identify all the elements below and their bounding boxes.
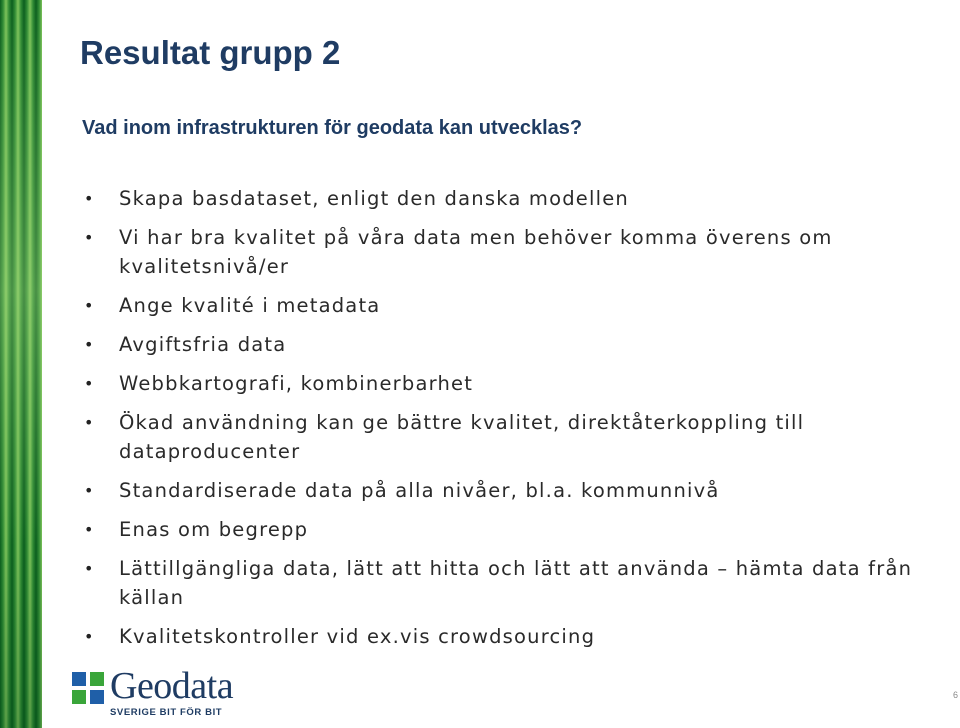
bullet-list bbox=[82, 184, 942, 661]
bullet-icon: • bbox=[84, 559, 95, 578]
slide-subtitle: Vad inom infrastrukturen för geodata kan utvecklas? bbox=[82, 117, 583, 139]
bullet-item bbox=[82, 554, 942, 612]
logo-wordmark: Geodata bbox=[110, 665, 234, 707]
logo-tagline: SVERIGE BIT FÖR BIT bbox=[110, 707, 223, 718]
bullet-item bbox=[82, 291, 942, 320]
bullet-text: Ökad användning kan ge bättre kvalitet, direktåterkoppling till dataproducenter bbox=[119, 411, 805, 463]
bullet-icon: • bbox=[84, 413, 95, 432]
bullet-icon: • bbox=[84, 296, 95, 315]
bullet-icon: • bbox=[84, 189, 95, 208]
geodata-logo bbox=[72, 665, 262, 720]
bullet-text: Enas om begrepp bbox=[119, 518, 309, 541]
bullet-icon: • bbox=[84, 374, 95, 393]
bullet-text: Skapa basdataset, enligt den danska modellen bbox=[119, 187, 629, 210]
decorative-side-bar bbox=[0, 0, 42, 728]
bullet-text: Avgiftsfria data bbox=[119, 333, 287, 356]
bullet-text: Standardiserade data på alla nivåer, bl.a. kommunnivå bbox=[119, 479, 720, 502]
bullet-item bbox=[82, 515, 942, 544]
bullet-icon: • bbox=[84, 481, 95, 500]
bullet-icon: • bbox=[84, 228, 95, 247]
bullet-item bbox=[82, 622, 942, 651]
bullet-item bbox=[82, 476, 942, 505]
bullet-text: Kvalitetskontroller vid ex.vis crowdsourcing bbox=[119, 625, 596, 648]
bullet-text: Ange kvalité i metadata bbox=[119, 294, 381, 317]
bullet-icon: • bbox=[84, 335, 95, 354]
bullet-item bbox=[82, 223, 942, 281]
bullet-item bbox=[82, 330, 942, 359]
slide-title: Resultat grupp 2 bbox=[80, 34, 341, 71]
bullet-text: Vi har bra kvalitet på våra data men behöver komma överens om kvalitetsnivå/er bbox=[119, 226, 833, 278]
bullet-text: Webbkartografi, kombinerbarhet bbox=[119, 372, 474, 395]
bullet-icon: • bbox=[84, 627, 95, 646]
bullet-icon: • bbox=[84, 520, 95, 539]
bullet-item bbox=[82, 408, 942, 466]
bullet-text: Lättillgängliga data, lätt att hitta och lätt att använda – hämta data från källan bbox=[119, 557, 913, 609]
page-number: 6 bbox=[953, 690, 959, 700]
geodata-cross-logo-icon bbox=[72, 672, 104, 704]
bullet-item bbox=[82, 184, 942, 213]
bullet-item bbox=[82, 369, 942, 398]
